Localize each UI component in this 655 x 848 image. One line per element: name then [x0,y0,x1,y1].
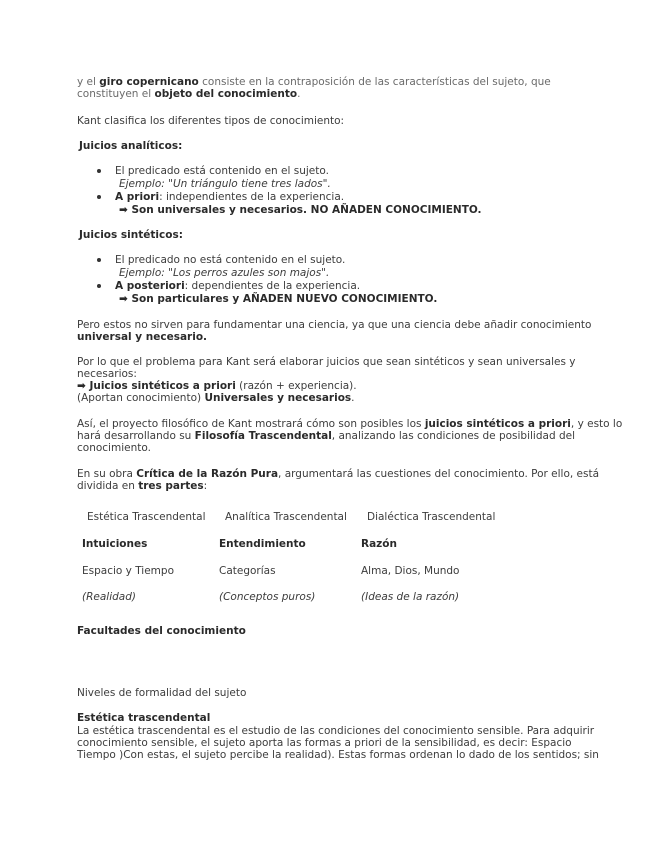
sinteticos-bullet-2: A posteriori: dependientes de la experiencia. [115,280,361,292]
bullet-dot [97,169,101,173]
obra-line-1: En su obra Crítica de la Razón Pura, argumentará las cuestiones del conocimiento. Por ello, está [77,468,600,480]
sinteticos-title: Juicios sintéticos: [79,229,183,241]
niveles-line: Niveles de formalidad del sujeto [77,687,247,699]
table-cell: Alma, Dios, Mundo [361,565,460,577]
analiticos-bullet-1: El predicado está contenido en el sujeto. [115,165,329,177]
table-header-dialectica: Dialéctica Trascendental [367,511,496,523]
table-caption: Facultades del conocimiento [77,625,246,637]
table-cell: Intuiciones [82,538,148,550]
obra-line-2: dividida en tres partes: [77,480,208,492]
intro-line-2: constituyen el objeto del conocimiento. [77,88,301,100]
table-header-estetica: Estética Trascendental [87,511,206,523]
bullet-dot [97,195,101,199]
table-cell: Espacio y Tiempo [82,565,174,577]
table-header-analitica: Analítica Trascendental [225,511,347,523]
porlo-line-4: (Aportan conocimiento) Universales y necesarios. [77,392,355,404]
estetica-line-2: conocimiento sensible, el sujeto aporta las formas a priori de la sensibilidad, es decir: Espacio [77,737,572,749]
bullet-dot [97,258,101,262]
analiticos-result: ➡ Son universales y necesarios. NO AÑADEN CONOCIMIENTO. [119,204,482,216]
porlo-line-1: Por lo que el problema para Kant será elaborar juicios que sean sintéticos y sean universales y [77,356,576,368]
sinteticos-bullet-1: El predicado no está contenido en el sujeto. [115,254,346,266]
table-cell: (Ideas de la razón) [361,591,460,603]
estetica-line-3: Tiempo )Con estas, el sujeto percibe la realidad). Estas formas ordenan lo dado de los sentidos; sin [77,749,599,761]
analiticos-bullet-2: A priori: independientes de la experiencia. [115,191,345,203]
table-cell: Entendimiento [219,538,306,550]
porlo-line-3: ➡ Juicios sintéticos a priori (razón + experiencia). [77,380,357,392]
porlo-line-2: necesarios: [77,368,137,380]
table-cell: Categorías [219,565,276,577]
analiticos-example: Ejemplo: "Un triángulo tiene tres lados". [119,178,331,190]
pero-line-1: Pero estos no sirven para fundamentar una ciencia, ya que una ciencia debe añadir conocimiento [77,319,592,331]
sinteticos-example: Ejemplo: "Los perros azules son majos". [119,267,330,279]
asi-line-2: hará desarrollando su Filosofía Trascendental, analizando las condiciones de posibilidad del [77,430,575,442]
pero-line-2: universal y necesario. [77,331,208,343]
estetica-title: Estética trascendental [77,712,211,724]
asi-line-3: conocimiento. [77,442,151,454]
table-cell: Razón [361,538,397,550]
bullet-dot [97,284,101,288]
asi-line-1: Así, el proyecto filosófico de Kant mostrará cómo son posibles los juicios sintéticos a priori, y esto lo [77,418,623,430]
intro-line-1: y el giro copernicano consiste en la contraposición de las características del sujeto, que [77,76,551,88]
table-cell: (Realidad) [82,591,136,603]
sinteticos-result: ➡ Son particulares y AÑADEN NUEVO CONOCIMIENTO. [119,293,438,305]
estetica-line-1: La estética trascendental es el estudio de las condiciones del conocimiento sensible. Para adquirir [77,725,595,737]
analiticos-title: Juicios analíticos: [79,140,183,152]
kant-line: Kant clasifica los diferentes tipos de conocimiento: [77,115,345,127]
table-cell: (Conceptos puros) [219,591,316,603]
